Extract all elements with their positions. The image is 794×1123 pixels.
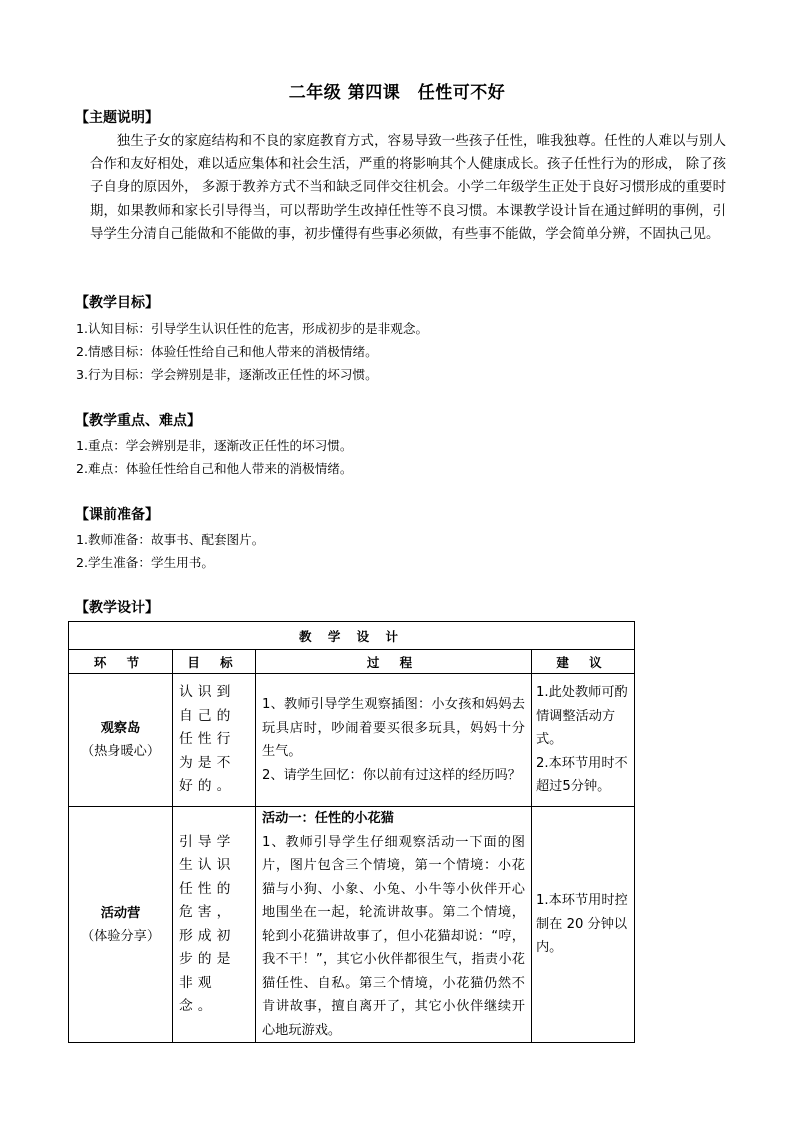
stage-name: 观察岛 [100, 721, 141, 736]
stage-cell [69, 807, 173, 1043]
suggestion-cell [532, 674, 635, 807]
goal-item: 3.行为目标：学会辨别是非，逐渐改正任性的坏习惯。 [76, 367, 378, 382]
goal-cell: 引导学生认识任性的危害，形成初步的是非观念。 [173, 807, 256, 1043]
prep-heading: 【课前准备】 [75, 507, 159, 523]
header-stage: 环 节 [69, 650, 173, 674]
stage-cell [69, 674, 173, 807]
keypoints-heading: 【教学重点、难点】 [75, 413, 201, 429]
activity-title: 活动一：任性的小花猫 [262, 811, 394, 826]
design-heading: 【教学设计】 [75, 600, 159, 616]
stage-name: 活动营 [100, 905, 141, 921]
goal-item: 1.认知目标：引导学生认识任性的危害，形成初步的是非观念。 [76, 321, 429, 336]
goal-cell: 认识到自己的任性行为是不好的。 [173, 674, 256, 807]
suggestion-line: 1.此处教师可酌情调整活动方式。 [536, 685, 628, 748]
keypoint-item: 1.重点：学会辨别是非，逐渐改正任性的坏习惯。 [76, 438, 353, 453]
table-row [69, 807, 635, 1043]
teaching-design-table [68, 621, 635, 1043]
prep-item: 2.学生准备：学生用书。 [76, 555, 214, 570]
process-cell [256, 807, 532, 1043]
header-suggestion: 建 议 [532, 650, 635, 674]
table-row [69, 674, 635, 807]
process-line: 1、教师引导学生观察插图：小女孩和妈妈去玩具店时，吵闹着要买很多玩具，妈妈十分生气。 [262, 697, 525, 759]
suggestion-cell: 1.本环节用时控制在 20 分钟以内。 [532, 807, 635, 1043]
theme-heading: 【主题说明】 [75, 110, 159, 126]
stage-subtitle: （体验分享） [80, 928, 161, 944]
process-text: 1、教师引导学生仔细观察活动一下面的图片，图片包含三个情境，第一个情境：小花猫与小狗、小象、小兔、小牛等小伙伴开心地围坐在一起，轮流讲故事。第二个情境，轮到小花猫讲故事了，但小花猫却说：“哼，我不干！”，其它小伙伴都很生气，指责小花猫任性、自私。第三个情境，小花猫仍然不肯讲故事，擅自离开了，其它小伙伴继续开心地玩游戏。 [262, 834, 525, 1038]
keypoint-item: 2.难点：体验任性给自己和他人带来的消极情绪。 [76, 461, 353, 476]
header-process: 过 程 [256, 650, 532, 674]
process-line: 2、请学生回忆：你以前有过这样的经历吗？ [262, 767, 521, 783]
table-title: 教 学 设 计 [69, 622, 635, 650]
goals-heading: 【教学目标】 [75, 295, 159, 311]
suggestion-line: 2.本环节用时不超过5分钟。 [536, 755, 628, 795]
stage-subtitle: （热身暖心） [80, 744, 161, 759]
goal-item: 2.情感目标：体验任性给自己和他人带来的消极情绪。 [76, 344, 378, 359]
page-title: 二年级 第四课 任性可不好 [288, 83, 506, 103]
header-goal: 目 标 [173, 650, 256, 674]
theme-paragraph: 独生子女的家庭结构和不良的家庭教育方式，容易导致一些孩子任性，唯我独尊。任性的人难以与别人合作和友好相处，难以适应集体和社会生活，严重的将影响其个人健康成长。孩子任性行为的形成， 除了孩子自身的原因外， 多源于教养方式不当和缺乏同伴交往机会。小学二年级学生正处于良好习惯形成的重要时期，如果教师和家长引导得当，可以帮助学生改掉任性等不良习惯。本课教学设计旨在通过鲜明的事例，引导学生分清自己能做和不能做的事，初步懂得有些事必须做，有些事不能做，学会简单分辨，不固执己见。 [90, 134, 726, 242]
process-cell [256, 674, 532, 807]
prep-item: 1.教师准备：故事书、配套图片。 [76, 532, 265, 547]
